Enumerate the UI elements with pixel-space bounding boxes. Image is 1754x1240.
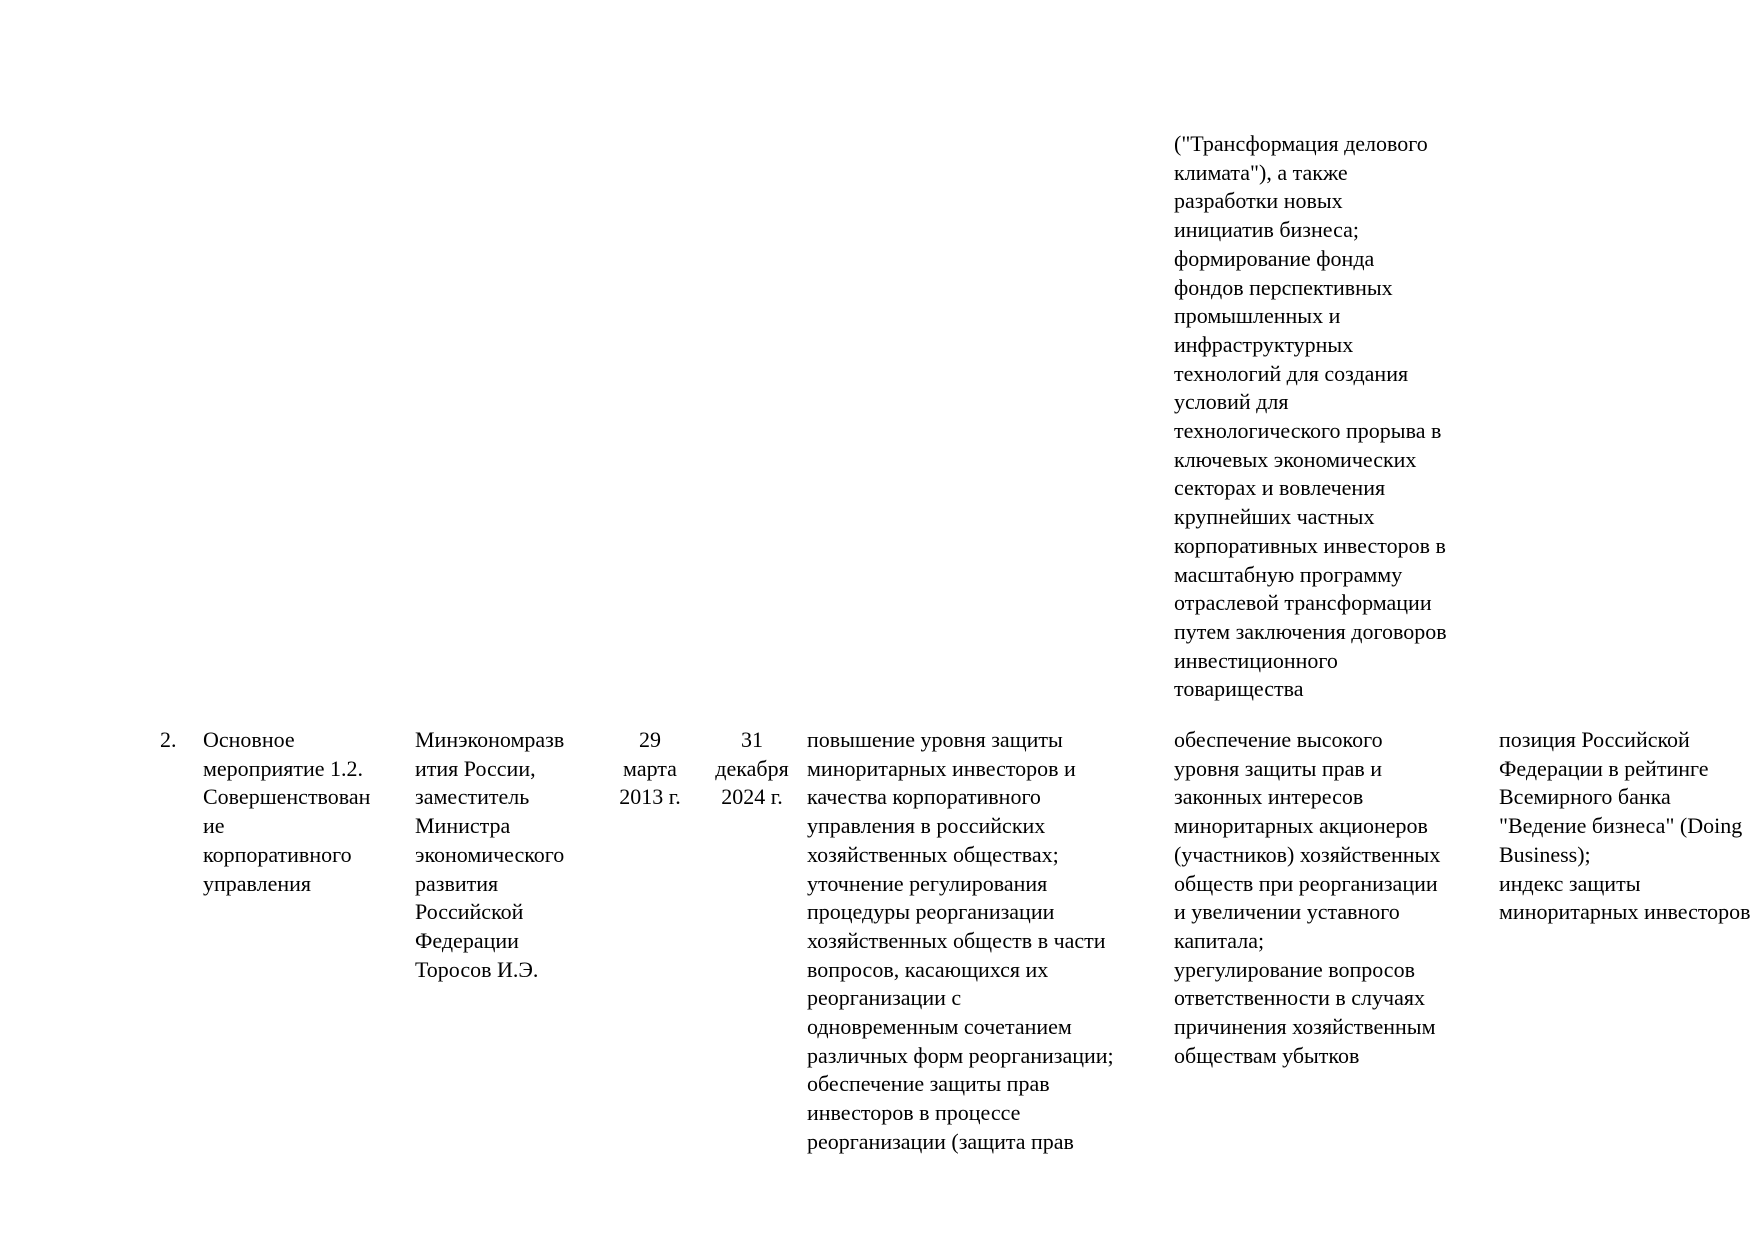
responsible-executor-cell: Минэкономразв ития России, заместитель Министра экономического развития Российской Федерации Торосов И.Э. — [415, 727, 565, 982]
row-number-cell: 2. — [160, 727, 177, 752]
start-date-cell: 29 марта 2013 г. — [619, 727, 681, 810]
activity-name-cell: Основное мероприятие 1.2. Совершенствован ие корпоративного управления — [203, 727, 371, 896]
expected-effect-cell: обеспечение высокого уровня защиты прав и законных интересов миноритарных акционеров (участников) хозяйственных обществ при реорганизации и увеличении уставного капитала; урегулирование вопросов ответственности в случаях причинения хозяйственным обществам убытков — [1174, 727, 1441, 1068]
expected-result-cell: повышение уровня защиты миноритарных инвесторов и качества корпоративного управления в российских хозяйственных обществах; уточнение регулирования процедуры реорганизации хозяйственных обществ в части вопросов, касающихся их реорганизации с одновременным сочетанием различных форм реорганизации; обеспечение защиты прав инвесторов в процессе реорганизации (защита прав — [807, 727, 1114, 1154]
indicator-link-cell: позиция Российской Федерации в рейтинге Всемирного банка "Ведение бизнеса" (Doing Business); индекс защиты миноритарных инвесторов — [1499, 727, 1751, 925]
continued-effect-cell: ("Трансформация делового климата"), а также разработки новых инициатив бизнеса; формирование фонда фондов перспективных промышленных и инфраструктурных технологий для создания условий для технологического прорыва в ключевых экономических секторах и вовлечения крупнейших частных корпоративных инвесторов в масштабную программу отраслевой трансформации путем заключения договоров инвестиционного товарищества — [1174, 131, 1447, 702]
end-date-cell: 31 декабря 2024 г. — [715, 727, 789, 810]
